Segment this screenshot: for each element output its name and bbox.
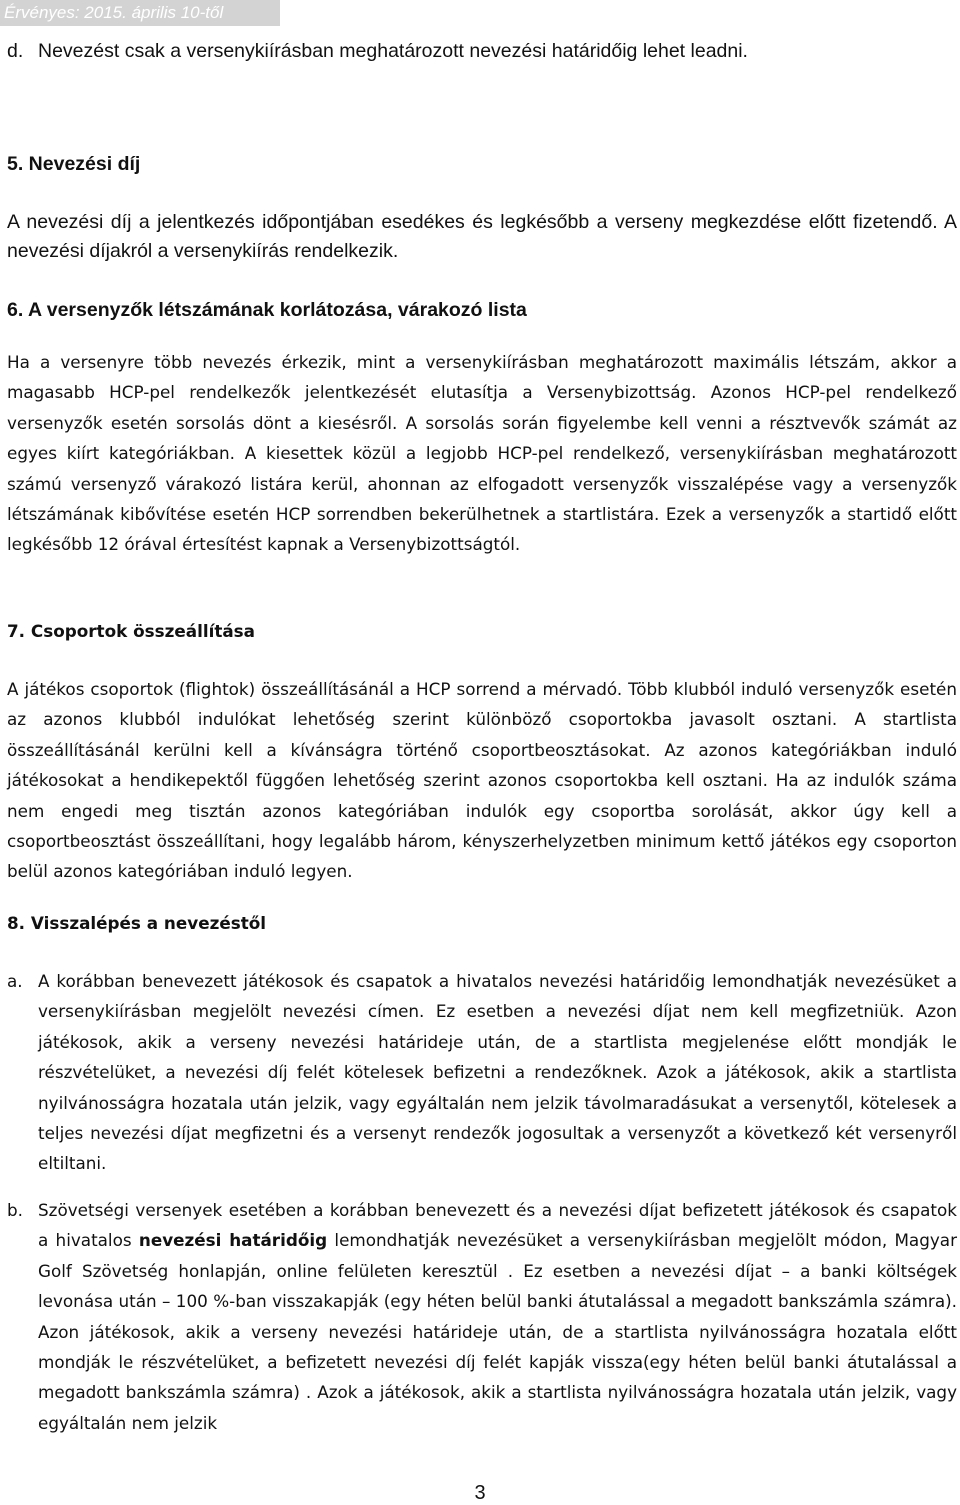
section-7-body: A játékos csoportok (flightok) összeállításánál a HCP sorrend a mérvadó. Több klubból induló versenyzők esetén az azonos klubból indulókat lehetőség szerint különböző csoportokba javasolt osztani. A startlista összeállításánál kerülni kell a kívánságra történő csoportbeosztásokat. Az azonos kategóriákban induló játékosokat a hendikepektől függően lehetőség szerint azonos csoportokba kell osztani. Ha az indulók száma nem engedi meg tisztán azonos kategóriában indulók egy csoportba sorolását, akkor úgy kell a csoportbeosztást összeállítani, hogy legalább három, kényszerhelyzetben minimum kettő játékos egy csoporton belül azonos kategóriában induló legyen. [7, 679, 957, 882]
text-run: Szövetségi versenyek esetében a korábban benevezett és a nevezési díjat befizetett játékosok és csapatok a hivatalos [38, 1200, 957, 1251]
section-5-body: A nevezési díj a jelentkezés időpontjában esedékes és legkésőbb a verseny megkezdése előtt fizetendő. A nevezési díjakról a versenykiírás rendelkezik. [7, 211, 957, 262]
section-6-body: Ha a versenyre több nevezés érkezik, mint a versenykiírásban meghatározott maximális létszám, akkor a magasabb HCP-pel rendelkezők jelentkezését elutasítja a Versenybizottság. Azonos HCP-pel rendelkező versenyzők esetén sorsolás dönt a kiesésről. A sorsolás során figyelembe kell venni a résztvevők számát az egyes kiírt kategóriákban. A kiesettek közül a legjobb HCP-pel rendelkező, versenykiírásban meghatározott számú versenyző várakozó listára kerül, ahonnan az elfogadott versenyzők visszalépése vagy a versenyzők létszámának kibővítése esetén HCP sorrendben bekerülhetnek a startlistára. Ezek a versenyzők a startidő előtt legkésőbb 12 órával értesítést kapnak a Versenybizottságtól. [7, 352, 957, 555]
section-7-heading: 7. Csoportok összeállítása [7, 621, 255, 641]
list-item-text: A korábban benevezett játékosok és csapatok a hivatalos nevezési határidőig lemondhatják nevezésüket a versenykiírásban megjelölt nevezési címen. Ez esetben a nevezési díjat nem kell megfizetniük. Azon játékosok, akik a verseny nevezési határideje után, de a startlista megjelenése előtt mondják le részvételüket, a nevezési díj felét kötelesek befizetni a rendezőknek. Azok a játékosok, akik a startlista nyilvánosságra hozatala után jelzik, vagy egyáltalán nem jelzik távolmaradásukat a versenytől, kötelesek a teljes nevezési díjat megfizetni és a versenyt rendezők jogosultak a versenyzőt a következő két versenyről eltiltani. [38, 971, 957, 1174]
list-item-text [38, 1195, 957, 1438]
section-8-heading: 8. Visszalépés a nevezéstől [7, 913, 267, 933]
list-item-d [7, 37, 957, 66]
list-marker: b. [7, 1200, 23, 1220]
page-number: 3 [474, 1482, 486, 1504]
text-run: lemondhatják nevezésüket a versenykiírásban megjelölt módon, Magyar Golf Szövetség honlapján, online felületen keresztül . Ez esetben a nevezési díjat – a banki költségek levonása után – 100 %-ban visszakapják (egy héten belül banki átutalással a megadott bankszámla számra). Azon játékosok, akik a verseny nevezési határideje után, de a startlista nyilvánosságra hozatala előtt mondják le részvételüket, a befizetett nevezési díj felét kapják vissza(egy héten belül banki átutalással a megadott bankszámla számra) . Azok a játékosok, akik a startlista nyilvánosságra hozatala után jelzik, vagy egyáltalán nem jelzik [38, 1230, 957, 1433]
list-item-text: Nevezést csak a versenykiírásban meghatározott nevezési határidőig lehet leadni. [38, 40, 748, 62]
list-marker: a. [7, 971, 23, 991]
list-item-a [7, 966, 957, 1179]
section-5-heading: 5. Nevezési díj [7, 153, 141, 175]
bold-deadline-text: nevezési határidőig [138, 1230, 328, 1251]
list-item-b [7, 1195, 957, 1438]
validity-header: Érvényes: 2015. április 10-től [0, 0, 280, 26]
section-6-heading: 6. A versenyzők létszámának korlátozása, várakozó lista [7, 299, 527, 321]
list-marker: d. [7, 40, 24, 62]
